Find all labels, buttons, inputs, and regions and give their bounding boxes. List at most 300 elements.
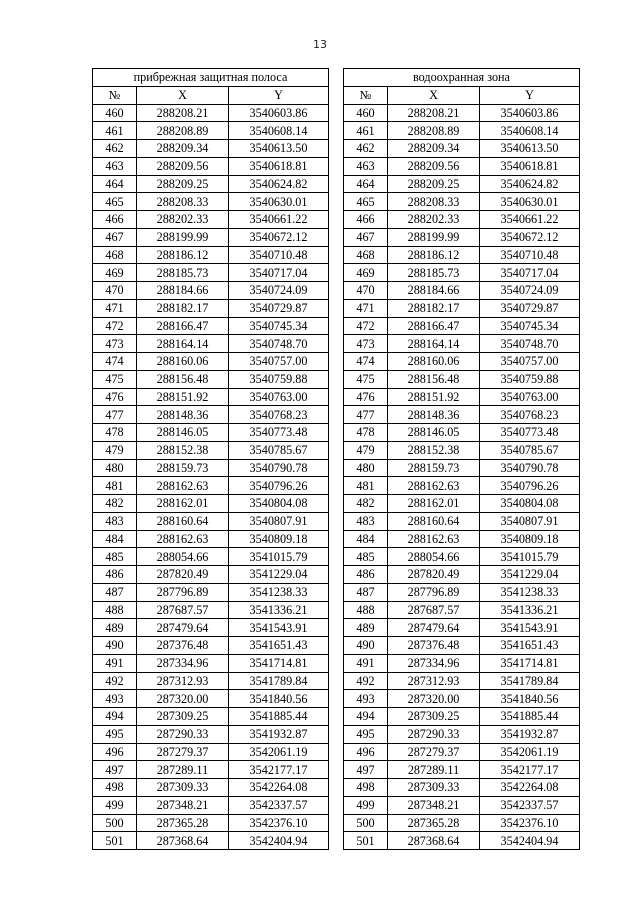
table-row <box>344 796 580 814</box>
cell-y: 3540785.67 <box>480 441 580 459</box>
cell-number: 478 <box>93 424 137 442</box>
table-row <box>93 672 329 690</box>
cell-number: 498 <box>344 779 388 797</box>
cell-number: 482 <box>93 495 137 513</box>
cell-number: 500 <box>344 814 388 832</box>
cell-x: 288164.14 <box>137 335 229 353</box>
table-row <box>93 601 329 619</box>
table-row <box>344 228 580 246</box>
cell-number: 469 <box>344 264 388 282</box>
cell-x: 287320.00 <box>388 690 480 708</box>
cell-x: 288162.63 <box>137 477 229 495</box>
cell-x: 288208.21 <box>388 104 480 122</box>
cell-x: 288182.17 <box>137 299 229 317</box>
cell-number: 493 <box>344 690 388 708</box>
cell-x: 288162.01 <box>388 495 480 513</box>
cell-number: 464 <box>93 175 137 193</box>
cell-number: 481 <box>344 477 388 495</box>
cell-y: 3542061.19 <box>480 743 580 761</box>
cell-number: 470 <box>93 282 137 300</box>
cell-x: 287312.93 <box>388 672 480 690</box>
cell-y: 3540624.82 <box>229 175 329 193</box>
cell-x: 288156.48 <box>388 370 480 388</box>
cell-number: 473 <box>344 335 388 353</box>
header-y: Y <box>229 86 329 104</box>
cell-x: 288209.56 <box>137 157 229 175</box>
cell-number: 462 <box>93 140 137 158</box>
table-row <box>93 459 329 477</box>
table-row <box>93 654 329 672</box>
cell-x: 287290.33 <box>388 725 480 743</box>
cell-y: 3540759.88 <box>229 370 329 388</box>
cell-number: 486 <box>93 566 137 584</box>
table-row <box>93 530 329 548</box>
table-row <box>93 406 329 424</box>
cell-y: 3541543.91 <box>229 619 329 637</box>
table-row <box>93 477 329 495</box>
cell-x: 288186.12 <box>388 246 480 264</box>
cell-number: 463 <box>93 157 137 175</box>
table-row <box>93 264 329 282</box>
cell-y: 3541840.56 <box>229 690 329 708</box>
table-title: водоохранная зона <box>344 69 580 87</box>
cell-x: 288184.66 <box>137 282 229 300</box>
cell-number: 488 <box>344 601 388 619</box>
table-row <box>344 495 580 513</box>
cell-x: 287312.93 <box>137 672 229 690</box>
cell-y: 3540661.22 <box>480 211 580 229</box>
cell-number: 482 <box>344 495 388 513</box>
coastal-protection-strip-table <box>92 68 329 850</box>
cell-x: 288184.66 <box>388 282 480 300</box>
table-row <box>93 761 329 779</box>
cell-x: 288148.36 <box>137 406 229 424</box>
cell-x: 288146.05 <box>388 424 480 442</box>
cell-x: 288209.56 <box>388 157 480 175</box>
table-row <box>344 477 580 495</box>
table-body <box>93 104 329 850</box>
cell-number: 477 <box>344 406 388 424</box>
cell-x: 288156.48 <box>137 370 229 388</box>
table-row <box>344 104 580 122</box>
table-row <box>344 246 580 264</box>
cell-y: 3540759.88 <box>480 370 580 388</box>
cell-number: 497 <box>344 761 388 779</box>
cell-y: 3540710.48 <box>229 246 329 264</box>
cell-x: 287479.64 <box>388 619 480 637</box>
cell-y: 3540613.50 <box>229 140 329 158</box>
cell-x: 288208.21 <box>137 104 229 122</box>
cell-number: 467 <box>93 228 137 246</box>
cell-x: 287309.25 <box>388 708 480 726</box>
cell-y: 3540717.04 <box>229 264 329 282</box>
table-row <box>93 282 329 300</box>
cell-y: 3540809.18 <box>480 530 580 548</box>
table-row <box>93 193 329 211</box>
cell-y: 3540724.09 <box>480 282 580 300</box>
cell-y: 3540785.67 <box>229 441 329 459</box>
cell-y: 3540729.87 <box>480 299 580 317</box>
cell-y: 3541789.84 <box>480 672 580 690</box>
cell-number: 471 <box>344 299 388 317</box>
cell-x: 288199.99 <box>137 228 229 246</box>
table-row <box>93 424 329 442</box>
header-number: № <box>344 86 388 104</box>
cell-x: 288185.73 <box>388 264 480 282</box>
table-row <box>344 548 580 566</box>
cell-number: 469 <box>93 264 137 282</box>
cell-x: 288151.92 <box>137 388 229 406</box>
cell-x: 287279.37 <box>388 743 480 761</box>
cell-x: 288152.38 <box>137 441 229 459</box>
cell-number: 499 <box>93 796 137 814</box>
table-row <box>344 317 580 335</box>
cell-number: 489 <box>93 619 137 637</box>
cell-number: 497 <box>93 761 137 779</box>
cell-y: 3540796.26 <box>229 477 329 495</box>
table-row <box>344 672 580 690</box>
table-row <box>344 530 580 548</box>
table-row <box>344 441 580 459</box>
cell-x: 287348.21 <box>137 796 229 814</box>
cell-y: 3541714.81 <box>480 654 580 672</box>
cell-number: 466 <box>344 211 388 229</box>
header-y: Y <box>480 86 580 104</box>
cell-number: 501 <box>344 832 388 850</box>
table-row <box>93 388 329 406</box>
cell-x: 288208.89 <box>388 122 480 140</box>
cell-y: 3540603.86 <box>229 104 329 122</box>
cell-y: 3540624.82 <box>480 175 580 193</box>
header-x: X <box>137 86 229 104</box>
cell-number: 476 <box>344 388 388 406</box>
table-row <box>344 299 580 317</box>
cell-number: 495 <box>93 725 137 743</box>
cell-number: 483 <box>93 512 137 530</box>
table-row <box>93 743 329 761</box>
table-row <box>344 566 580 584</box>
table-row <box>344 140 580 158</box>
cell-y: 3542337.57 <box>229 796 329 814</box>
cell-y: 3542061.19 <box>229 743 329 761</box>
cell-number: 485 <box>93 548 137 566</box>
cell-y: 3542376.10 <box>480 814 580 832</box>
table-row <box>93 140 329 158</box>
cell-y: 3541015.79 <box>229 548 329 566</box>
cell-y: 3540603.86 <box>480 104 580 122</box>
cell-x: 287279.37 <box>137 743 229 761</box>
cell-y: 3541015.79 <box>480 548 580 566</box>
cell-x: 287320.00 <box>137 690 229 708</box>
cell-number: 461 <box>344 122 388 140</box>
cell-x: 288166.47 <box>388 317 480 335</box>
cell-y: 3541336.21 <box>229 601 329 619</box>
cell-y: 3540745.34 <box>229 317 329 335</box>
cell-number: 494 <box>93 708 137 726</box>
cell-number: 480 <box>344 459 388 477</box>
table-row <box>93 814 329 832</box>
cell-y: 3542264.08 <box>229 779 329 797</box>
cell-x: 288159.73 <box>137 459 229 477</box>
cell-y: 3540613.50 <box>480 140 580 158</box>
table-row <box>344 619 580 637</box>
table-row <box>344 370 580 388</box>
cell-y: 3541651.43 <box>229 637 329 655</box>
table-row <box>344 583 580 601</box>
cell-y: 3541238.33 <box>480 583 580 601</box>
cell-x: 287289.11 <box>388 761 480 779</box>
cell-number: 498 <box>93 779 137 797</box>
table-row <box>344 743 580 761</box>
cell-number: 470 <box>344 282 388 300</box>
cell-number: 496 <box>344 743 388 761</box>
table-row <box>344 690 580 708</box>
cell-number: 473 <box>93 335 137 353</box>
cell-number: 492 <box>344 672 388 690</box>
cell-y: 3541229.04 <box>229 566 329 584</box>
table-row <box>93 566 329 584</box>
table-row <box>344 406 580 424</box>
cell-y: 3541789.84 <box>229 672 329 690</box>
cell-y: 3541651.43 <box>480 637 580 655</box>
cell-y: 3540661.22 <box>229 211 329 229</box>
cell-x: 287376.48 <box>137 637 229 655</box>
cell-y: 3540757.00 <box>480 353 580 371</box>
cell-x: 288185.73 <box>137 264 229 282</box>
cell-number: 491 <box>93 654 137 672</box>
cell-y: 3540807.91 <box>480 512 580 530</box>
table-row <box>93 299 329 317</box>
cell-number: 465 <box>93 193 137 211</box>
cell-x: 287796.89 <box>388 583 480 601</box>
cell-y: 3541336.21 <box>480 601 580 619</box>
cell-y: 3541229.04 <box>480 566 580 584</box>
table-row <box>93 104 329 122</box>
table-row <box>344 388 580 406</box>
cell-y: 3540773.48 <box>480 424 580 442</box>
cell-y: 3540807.91 <box>229 512 329 530</box>
cell-number: 461 <box>93 122 137 140</box>
table-row <box>344 175 580 193</box>
cell-x: 287334.96 <box>388 654 480 672</box>
cell-y: 3541932.87 <box>229 725 329 743</box>
cell-x: 288159.73 <box>388 459 480 477</box>
page-number: 13 <box>313 38 327 51</box>
cell-number: 477 <box>93 406 137 424</box>
cell-x: 288162.01 <box>137 495 229 513</box>
table-row <box>93 583 329 601</box>
table-row <box>344 779 580 797</box>
table-row <box>344 725 580 743</box>
table-row <box>93 157 329 175</box>
table-row <box>93 619 329 637</box>
cell-number: 472 <box>93 317 137 335</box>
cell-number: 480 <box>93 459 137 477</box>
table-row <box>344 424 580 442</box>
cell-number: 481 <box>93 477 137 495</box>
cell-x: 288209.25 <box>388 175 480 193</box>
cell-x: 288148.36 <box>388 406 480 424</box>
cell-number: 468 <box>344 246 388 264</box>
cell-x: 288208.89 <box>137 122 229 140</box>
table-row <box>93 335 329 353</box>
cell-x: 287687.57 <box>388 601 480 619</box>
cell-x: 288202.33 <box>137 211 229 229</box>
cell-y: 3540790.78 <box>480 459 580 477</box>
cell-x: 288162.63 <box>388 530 480 548</box>
cell-number: 474 <box>344 353 388 371</box>
table-row <box>93 317 329 335</box>
cell-y: 3541932.87 <box>480 725 580 743</box>
table-row <box>93 708 329 726</box>
cell-x: 287368.64 <box>388 832 480 850</box>
cell-y: 3540804.08 <box>229 495 329 513</box>
table-row <box>344 761 580 779</box>
cell-number: 489 <box>344 619 388 637</box>
cell-y: 3541885.44 <box>229 708 329 726</box>
table-row <box>344 601 580 619</box>
cell-number: 488 <box>93 601 137 619</box>
cell-x: 288162.63 <box>388 477 480 495</box>
cell-number: 487 <box>344 583 388 601</box>
table-row <box>344 832 580 850</box>
cell-y: 3540672.12 <box>480 228 580 246</box>
table-row <box>93 637 329 655</box>
cell-number: 475 <box>344 370 388 388</box>
cell-number: 494 <box>344 708 388 726</box>
cell-number: 484 <box>93 530 137 548</box>
cell-x: 287365.28 <box>388 814 480 832</box>
table-row <box>344 264 580 282</box>
cell-y: 3541840.56 <box>480 690 580 708</box>
table-row <box>93 690 329 708</box>
table-title: прибрежная защитная полоса <box>93 69 329 87</box>
header-x: X <box>388 86 480 104</box>
cell-number: 471 <box>93 299 137 317</box>
cell-x: 288209.25 <box>137 175 229 193</box>
cell-x: 287348.21 <box>388 796 480 814</box>
cell-number: 490 <box>344 637 388 655</box>
table-row <box>344 654 580 672</box>
cell-y: 3542264.08 <box>480 779 580 797</box>
cell-x: 288182.17 <box>388 299 480 317</box>
cell-x: 287289.11 <box>137 761 229 779</box>
cell-number: 460 <box>93 104 137 122</box>
cell-number: 475 <box>93 370 137 388</box>
cell-number: 499 <box>344 796 388 814</box>
table-row <box>93 779 329 797</box>
table-row <box>344 353 580 371</box>
cell-x: 288202.33 <box>388 211 480 229</box>
cell-number: 500 <box>93 814 137 832</box>
table-row <box>93 175 329 193</box>
cell-x: 288186.12 <box>137 246 229 264</box>
cell-number: 485 <box>344 548 388 566</box>
cell-number: 483 <box>344 512 388 530</box>
cell-y: 3540608.14 <box>229 122 329 140</box>
cell-x: 288151.92 <box>388 388 480 406</box>
cell-x: 287820.49 <box>137 566 229 584</box>
cell-y: 3540773.48 <box>229 424 329 442</box>
cell-number: 479 <box>344 441 388 459</box>
table-row <box>344 282 580 300</box>
cell-x: 288166.47 <box>137 317 229 335</box>
cell-y: 3542376.10 <box>229 814 329 832</box>
cell-number: 462 <box>344 140 388 158</box>
cell-x: 287309.25 <box>137 708 229 726</box>
table-row <box>344 122 580 140</box>
cell-number: 495 <box>344 725 388 743</box>
table-row <box>93 512 329 530</box>
water-protection-zone-table <box>343 68 580 850</box>
cell-x: 288054.66 <box>388 548 480 566</box>
cell-number: 464 <box>344 175 388 193</box>
cell-y: 3540748.70 <box>229 335 329 353</box>
cell-y: 3540768.23 <box>229 406 329 424</box>
table-row <box>93 246 329 264</box>
table-row <box>344 157 580 175</box>
cell-y: 3542177.17 <box>480 761 580 779</box>
cell-x: 288160.06 <box>388 353 480 371</box>
cell-y: 3541714.81 <box>229 654 329 672</box>
cell-y: 3540630.01 <box>480 193 580 211</box>
cell-number: 501 <box>93 832 137 850</box>
cell-number: 467 <box>344 228 388 246</box>
table-row <box>93 122 329 140</box>
cell-y: 3540768.23 <box>480 406 580 424</box>
cell-x: 287365.28 <box>137 814 229 832</box>
cell-y: 3540630.01 <box>229 193 329 211</box>
cell-x: 288209.34 <box>137 140 229 158</box>
cell-y: 3540608.14 <box>480 122 580 140</box>
cell-x: 287376.48 <box>388 637 480 655</box>
table-row <box>93 495 329 513</box>
cell-y: 3540796.26 <box>480 477 580 495</box>
cell-y: 3540729.87 <box>229 299 329 317</box>
table-row <box>344 637 580 655</box>
cell-x: 288208.33 <box>137 193 229 211</box>
cell-x: 288054.66 <box>137 548 229 566</box>
table-row <box>93 548 329 566</box>
cell-y: 3540618.81 <box>480 157 580 175</box>
cell-x: 287820.49 <box>388 566 480 584</box>
table-row <box>93 796 329 814</box>
table-row <box>93 370 329 388</box>
cell-y: 3540763.00 <box>229 388 329 406</box>
table-row <box>93 441 329 459</box>
table-row <box>93 725 329 743</box>
table-row <box>93 353 329 371</box>
cell-y: 3542177.17 <box>229 761 329 779</box>
cell-x: 288199.99 <box>388 228 480 246</box>
cell-number: 474 <box>93 353 137 371</box>
cell-number: 466 <box>93 211 137 229</box>
cell-number: 476 <box>93 388 137 406</box>
cell-number: 496 <box>93 743 137 761</box>
cell-y: 3540757.00 <box>229 353 329 371</box>
cell-y: 3540745.34 <box>480 317 580 335</box>
header-number: № <box>93 86 137 104</box>
cell-number: 492 <box>93 672 137 690</box>
cell-x: 288160.06 <box>137 353 229 371</box>
cell-y: 3542404.94 <box>480 832 580 850</box>
cell-number: 484 <box>344 530 388 548</box>
cell-y: 3540809.18 <box>229 530 329 548</box>
table-row <box>93 832 329 850</box>
cell-x: 288160.64 <box>137 512 229 530</box>
cell-number: 472 <box>344 317 388 335</box>
cell-x: 288209.34 <box>388 140 480 158</box>
